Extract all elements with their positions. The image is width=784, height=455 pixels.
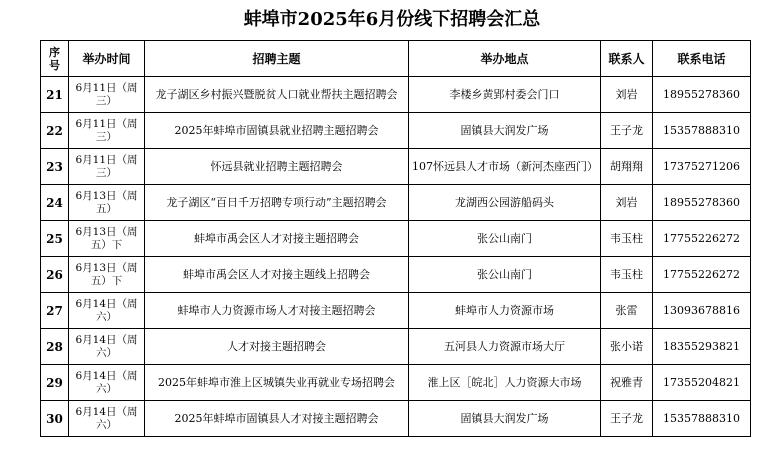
row-place: 五河县人力资源市场大厅: [409, 329, 601, 365]
row-place: 107怀远县人才市场（新河杰座西门）: [409, 149, 601, 185]
row-phone: 17755226272: [653, 221, 751, 257]
row-theme: 2025年蚌埠市固镇县就业招聘主题招聘会: [145, 113, 409, 149]
row-theme: 龙子湖区“百日千万招聘专项行动”主题招聘会: [145, 185, 409, 221]
row-place: 蚌埠市人力资源市场: [409, 293, 601, 329]
row-seq: 23: [41, 149, 69, 185]
row-place: 龙湖西公园游船码头: [409, 185, 601, 221]
row-place: 李楼乡黄郢村委会门口: [409, 77, 601, 113]
row-contact: 韦玉柱: [601, 257, 653, 293]
header-seq: 序号: [41, 41, 69, 77]
table-row: [41, 257, 751, 293]
row-phone: 17375271206: [653, 149, 751, 185]
row-phone: 13093678816: [653, 293, 751, 329]
row-contact: 刘岩: [601, 185, 653, 221]
row-seq: 29: [41, 365, 69, 401]
row-contact: 刘岩: [601, 77, 653, 113]
row-place: 淮上区［皖北］人力资源大市场: [409, 365, 601, 401]
row-phone: 15357888310: [653, 401, 751, 437]
row-phone: 15357888310: [653, 113, 751, 149]
row-theme: 龙子湖区乡村振兴暨脱贫人口就业帮扶主题招聘会: [145, 77, 409, 113]
row-phone: 18955278360: [653, 185, 751, 221]
row-place: 固镇县大润发广场: [409, 401, 601, 437]
table-row: [41, 293, 751, 329]
job-fair-table: [40, 40, 751, 437]
row-place: 张公山南门: [409, 221, 601, 257]
table-row: [41, 221, 751, 257]
table-row: [41, 77, 751, 113]
row-theme: 人才对接主题招聘会: [145, 329, 409, 365]
row-time: 6月13日（周五）: [69, 185, 145, 221]
row-time: 6月14日（周六）: [69, 401, 145, 437]
header-phone: 联系电话: [653, 41, 751, 77]
row-time: 6月13日（周五）下: [69, 257, 145, 293]
table-row: [41, 365, 751, 401]
row-time: 6月13日（周五）下: [69, 221, 145, 257]
header-theme: 招聘主题: [145, 41, 409, 77]
row-contact: 王子龙: [601, 401, 653, 437]
row-time: 6月11日（周三）: [69, 113, 145, 149]
row-time: 6月11日（周三）: [69, 149, 145, 185]
row-seq: 24: [41, 185, 69, 221]
row-phone: 18355293821: [653, 329, 751, 365]
table-row: [41, 329, 751, 365]
row-time: 6月11日（周三）: [69, 77, 145, 113]
row-time: 6月14日（周六）: [69, 329, 145, 365]
row-seq: 27: [41, 293, 69, 329]
row-place: 张公山南门: [409, 257, 601, 293]
row-seq: 21: [41, 77, 69, 113]
row-theme: 2025年蚌埠市淮上区城镇失业再就业专场招聘会: [145, 365, 409, 401]
row-theme: 蚌埠市人力资源市场人才对接主题招聘会: [145, 293, 409, 329]
table-row: [41, 401, 751, 437]
row-theme: 蚌埠市禹会区人才对接主题招聘会: [145, 221, 409, 257]
header-contact: 联系人: [601, 41, 653, 77]
row-seq: 28: [41, 329, 69, 365]
row-contact: 祝雅青: [601, 365, 653, 401]
table-header-row: [41, 41, 751, 77]
row-seq: 30: [41, 401, 69, 437]
table-row: [41, 185, 751, 221]
row-contact: 王子龙: [601, 113, 653, 149]
table-row: [41, 113, 751, 149]
row-seq: 26: [41, 257, 69, 293]
row-contact: 韦玉柱: [601, 221, 653, 257]
table-row: [41, 149, 751, 185]
header-time: 举办时间: [69, 41, 145, 77]
row-phone: 17755226272: [653, 257, 751, 293]
row-theme: 怀远县就业招聘主题招聘会: [145, 149, 409, 185]
row-place: 固镇县大润发广场: [409, 113, 601, 149]
row-theme: 蚌埠市禹会区人才对接主题线上招聘会: [145, 257, 409, 293]
page-title: 蚌埠市2025年6月份线下招聘会汇总: [243, 9, 541, 30]
row-seq: 25: [41, 221, 69, 257]
row-contact: 张雷: [601, 293, 653, 329]
header-place: 举办地点: [409, 41, 601, 77]
row-time: 6月14日（周六）: [69, 365, 145, 401]
row-theme: 2025年蚌埠市固镇县人才对接主题招聘会: [145, 401, 409, 437]
row-phone: 17355204821: [653, 365, 751, 401]
row-contact: 张小诺: [601, 329, 653, 365]
row-seq: 22: [41, 113, 69, 149]
row-phone: 18955278360: [653, 77, 751, 113]
row-time: 6月14日（周六）: [69, 293, 145, 329]
row-contact: 胡翔翔: [601, 149, 653, 185]
